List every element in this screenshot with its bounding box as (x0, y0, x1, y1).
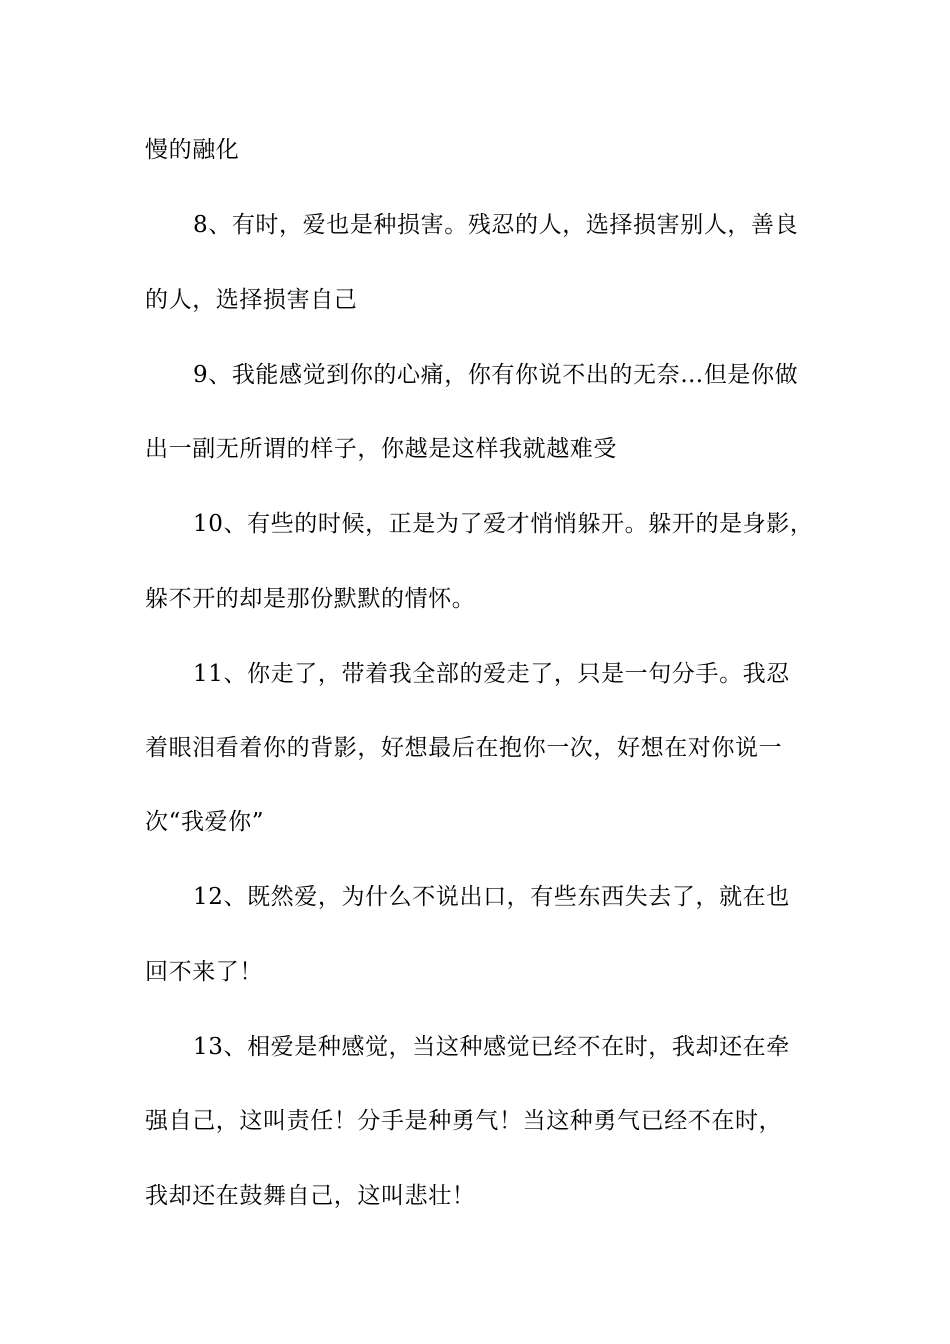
paragraph-11-line-3: 次“我爱你” (145, 809, 265, 835)
paragraph-13-line-3: 我却还在鼓舞自己，这叫悲壮！ (145, 1183, 476, 1209)
paragraph-11-line-1: 11、你走了，带着我全部的爱走了，只是一句分手。我忍 (193, 661, 790, 687)
paragraph-8-line-2: 的人，选择损害自己 (145, 287, 358, 313)
text-line: 慢的融化 (145, 137, 240, 163)
paragraph-9-line-2: 出一副无所谓的样子，你越是这样我就越难受 (145, 436, 617, 462)
paragraph-12-line-1: 12、既然爱，为什么不说出口，有些东西失去了，就在也 (193, 884, 790, 910)
paragraph-8-line-1: 8、有时，爱也是种损害。残忍的人，选择损害别人，善良 (193, 212, 799, 238)
paragraph-9-line-1: 9、我能感觉到你的心痛，你有你说不出的无奈…但是你做 (193, 362, 799, 388)
paragraph-10-line-1: 10、有些的时候，正是为了爱才悄悄躲开。躲开的是身影， (193, 511, 814, 537)
paragraph-13-line-2: 强自己，这叫责任！分手是种勇气！当这种勇气已经不在时， (145, 1108, 783, 1134)
paragraph-12-line-2: 回不来了！ (145, 959, 263, 985)
paragraph-10-line-2: 躲不开的却是那份默默的情怀。 (145, 586, 476, 612)
paragraph-13-line-1: 13、相爱是种感觉，当这种感觉已经不在时，我却还在牵 (193, 1034, 790, 1060)
paragraph-11-line-2: 着眼泪看着你的背影，好想最后在抱你一次，好想在对你说一 (145, 735, 783, 761)
